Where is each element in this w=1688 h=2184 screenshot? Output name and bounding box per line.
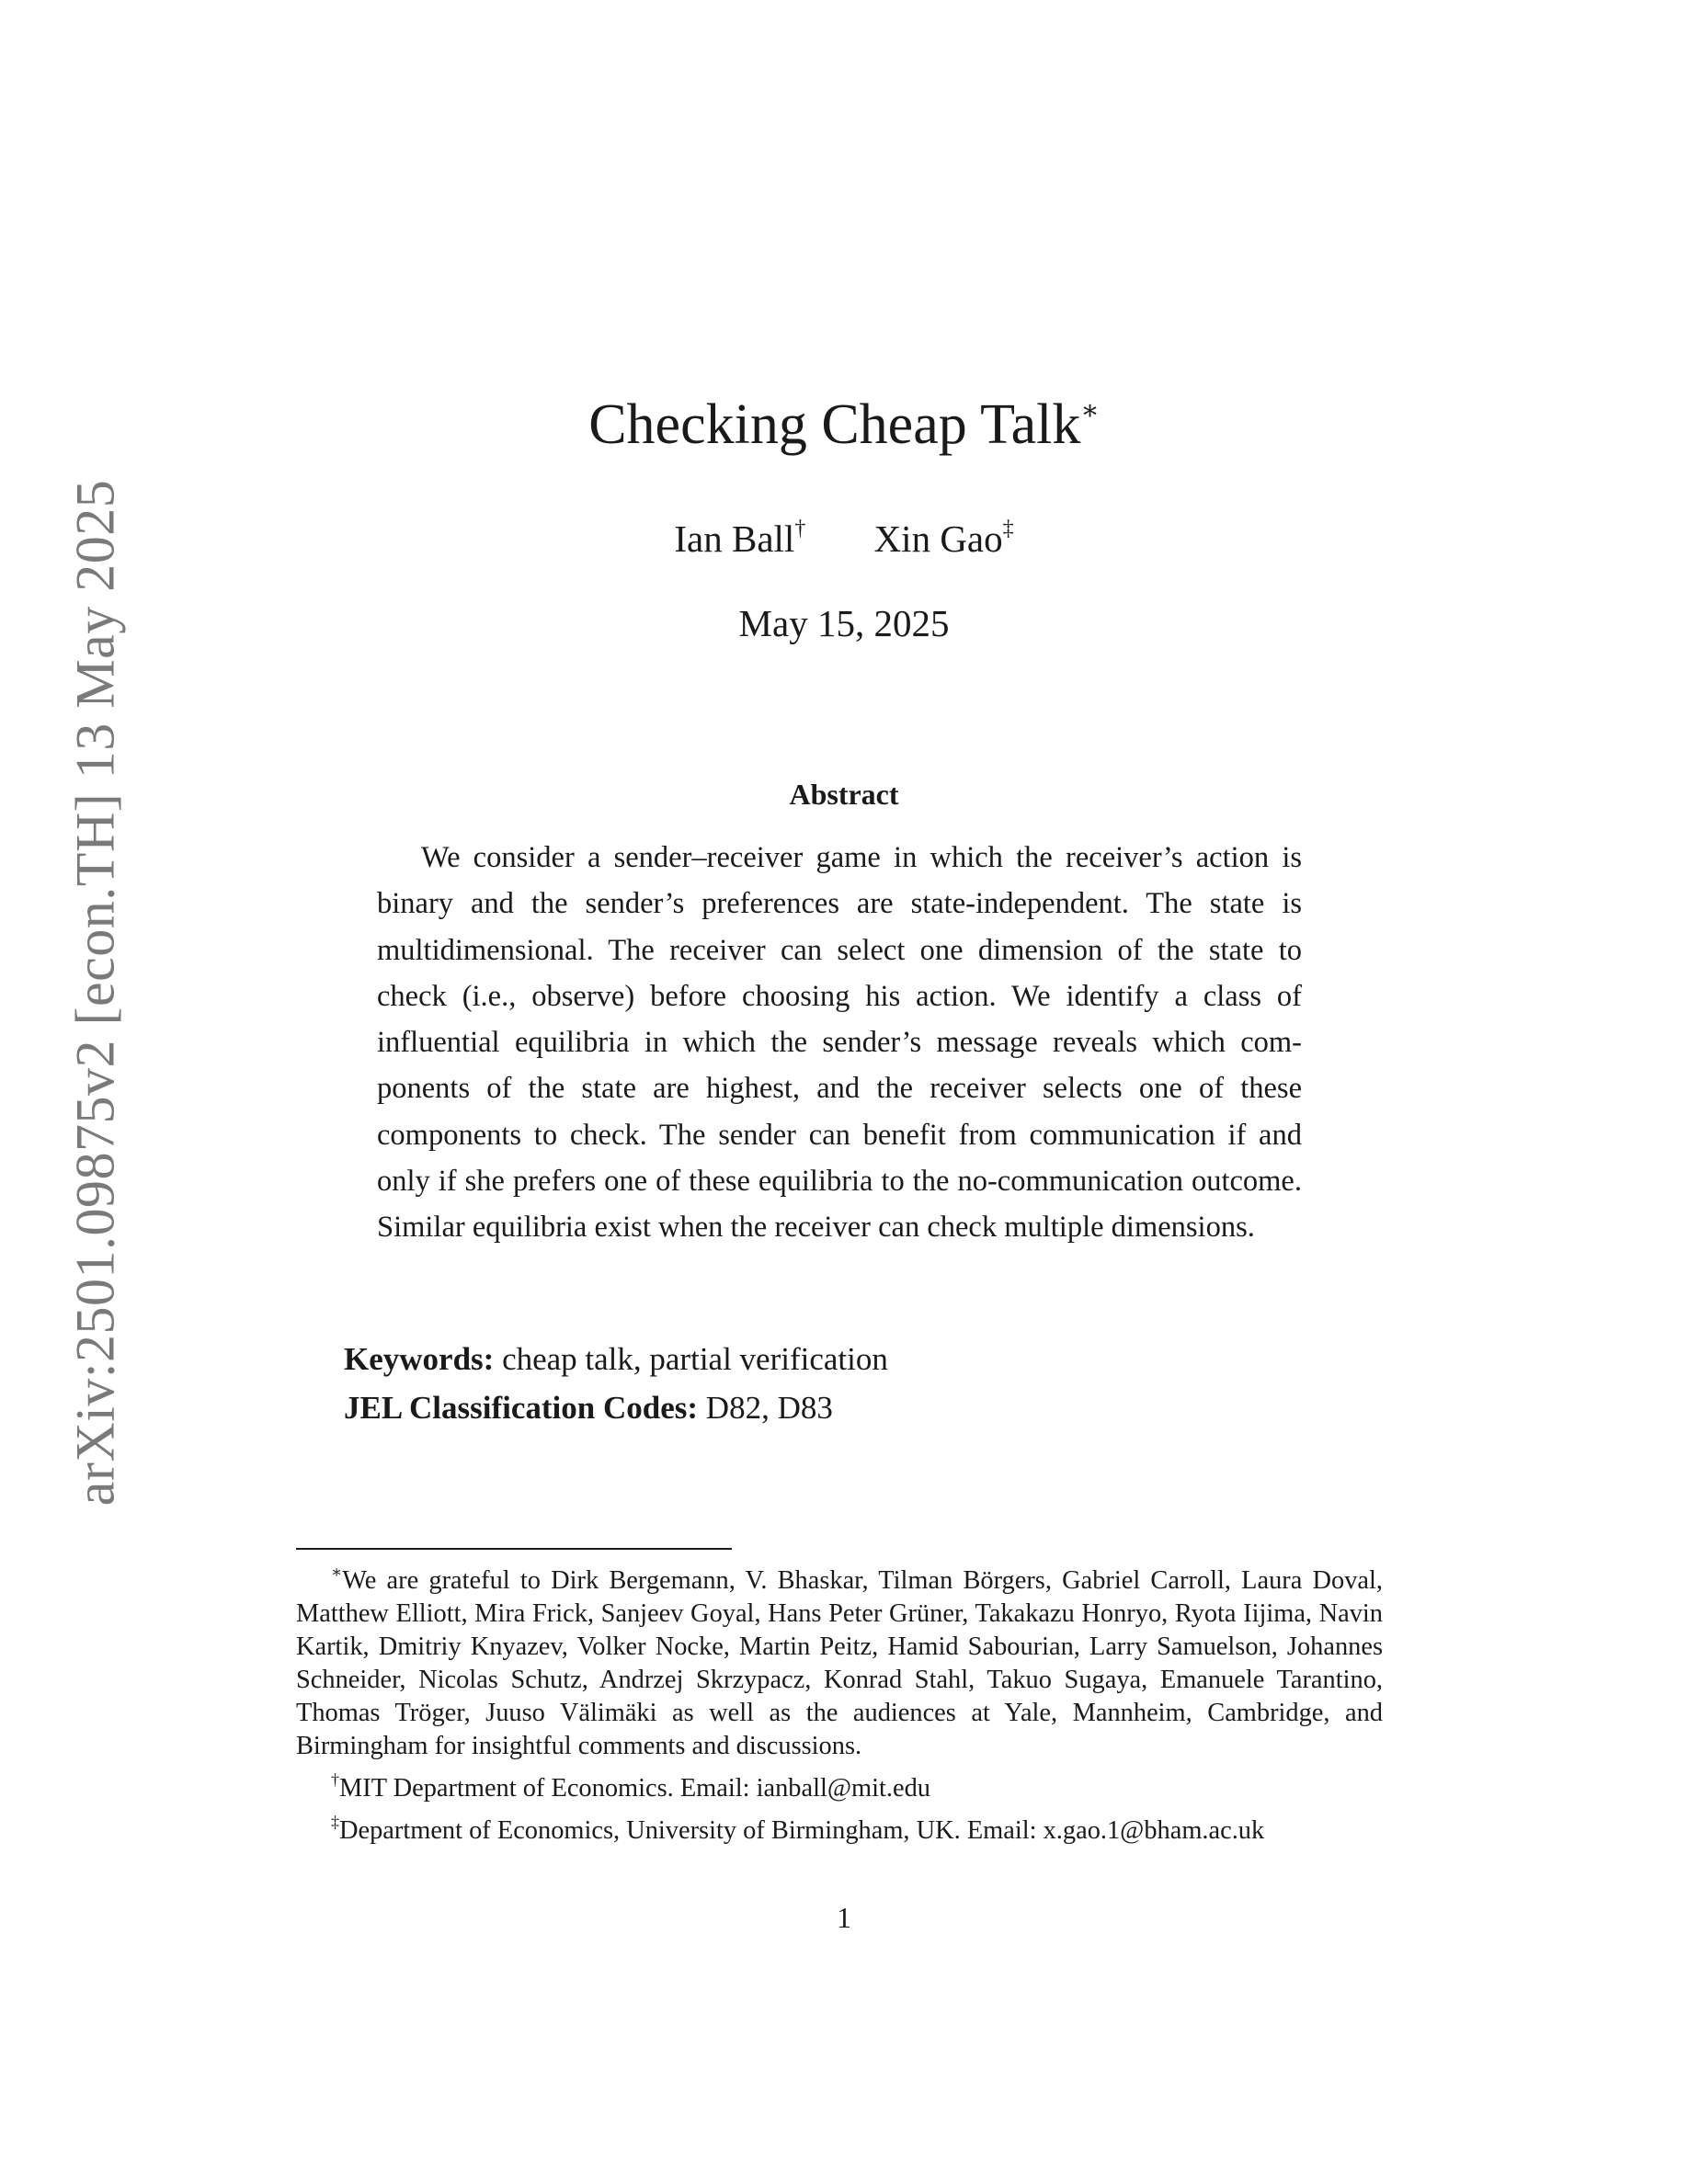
abstract-heading: Abstract: [789, 778, 899, 811]
paper-title: [0, 393, 1688, 456]
author-name: Xin Gao: [873, 518, 1003, 560]
footnote-xin-gao-affiliation: [296, 1805, 1383, 1848]
paper-title-text: Checking Cheap Talk: [588, 393, 1081, 456]
author-footnote-mark: ‡: [1002, 517, 1014, 540]
author-xin-gao: [874, 517, 1014, 561]
footnote-mark: ∗: [331, 1563, 343, 1581]
author-name: Ian Ball: [674, 518, 795, 560]
footnotes: [296, 1555, 1383, 1848]
keywords-value: cheap talk, partial verification: [502, 1341, 888, 1377]
keywords-line: [344, 1335, 888, 1383]
footnote-mark: †: [331, 1770, 339, 1789]
keywords-label: Keywords:: [344, 1341, 495, 1377]
paper-date: May 15, 2025: [738, 602, 950, 644]
author-list: [0, 517, 1688, 561]
keywords-block: [344, 1335, 888, 1432]
footnote-text: MIT Department of Economics. Email: ianball@mit.edu: [339, 1774, 930, 1803]
footnote-ian-ball-affiliation: [296, 1763, 1383, 1805]
author-footnote-mark: †: [794, 517, 806, 540]
author-ian-ball: [674, 517, 805, 561]
title-footnote-mark: ∗: [1080, 395, 1100, 426]
jel-codes-line: [344, 1383, 888, 1432]
footnote-text: We are grateful to Dirk Bergemann, V. Bhaskar, Tilman Börgers, Gabriel Carroll, Laura Doval, Matthew Elliott, Mira Frick, Sanjeev Goyal, Hans Peter Grüner, Takakazu Honryo, Ryota Iijima, Navin Kartik, Dmitriy Knyazev, Volker Nocke, Martin Peitz, Hamid Sabourian, Larry Samuelson, Johannes Schneider, Nicolas Schutz, Andrzej Skrzypacz, Konrad Stahl, Takuo Sugaya, Emanuele Tarantino, Thomas Tröger, Juuso Välimäki as well as the audiences at Yale, Mannheim, Cambridge, and Birmingham for insightful comments and discussions.: [296, 1566, 1383, 1760]
arxiv-identifier-stamp: arXiv:2501.09875v2 [econ.TH] 13 May 2025: [64, 479, 126, 1507]
footnote-divider: [296, 1548, 732, 1550]
abstract-text: We consider a sender–receiver game in which the receiver’s action is binary and the sender’s preferences are state-independent. The state is multidimensional. The receiver can select one dimension of the state to check (i.e., observe) before choosing his action. We identify a class of influential equilibria in which the sender’s message reveals which components of the state are highest, and the receiver selects one of these components to check. The sender can benefit from communication if and only if she prefers one of these equilibria to the no-communication outcome. Similar equilibria exist when the receiver can check multiple dimensions.: [377, 841, 1302, 1245]
jel-codes-value: D82, D83: [705, 1390, 833, 1426]
footnote-acknowledgements: [296, 1555, 1383, 1763]
footnote-mark: ‡: [331, 1813, 339, 1831]
footnote-text: Department of Economics, University of Birmingham, UK. Email: x.gao.1@bham.ac.uk: [339, 1816, 1265, 1845]
page-number: 1: [837, 1901, 851, 1934]
jel-codes-label: JEL Classification Codes:: [344, 1390, 699, 1426]
